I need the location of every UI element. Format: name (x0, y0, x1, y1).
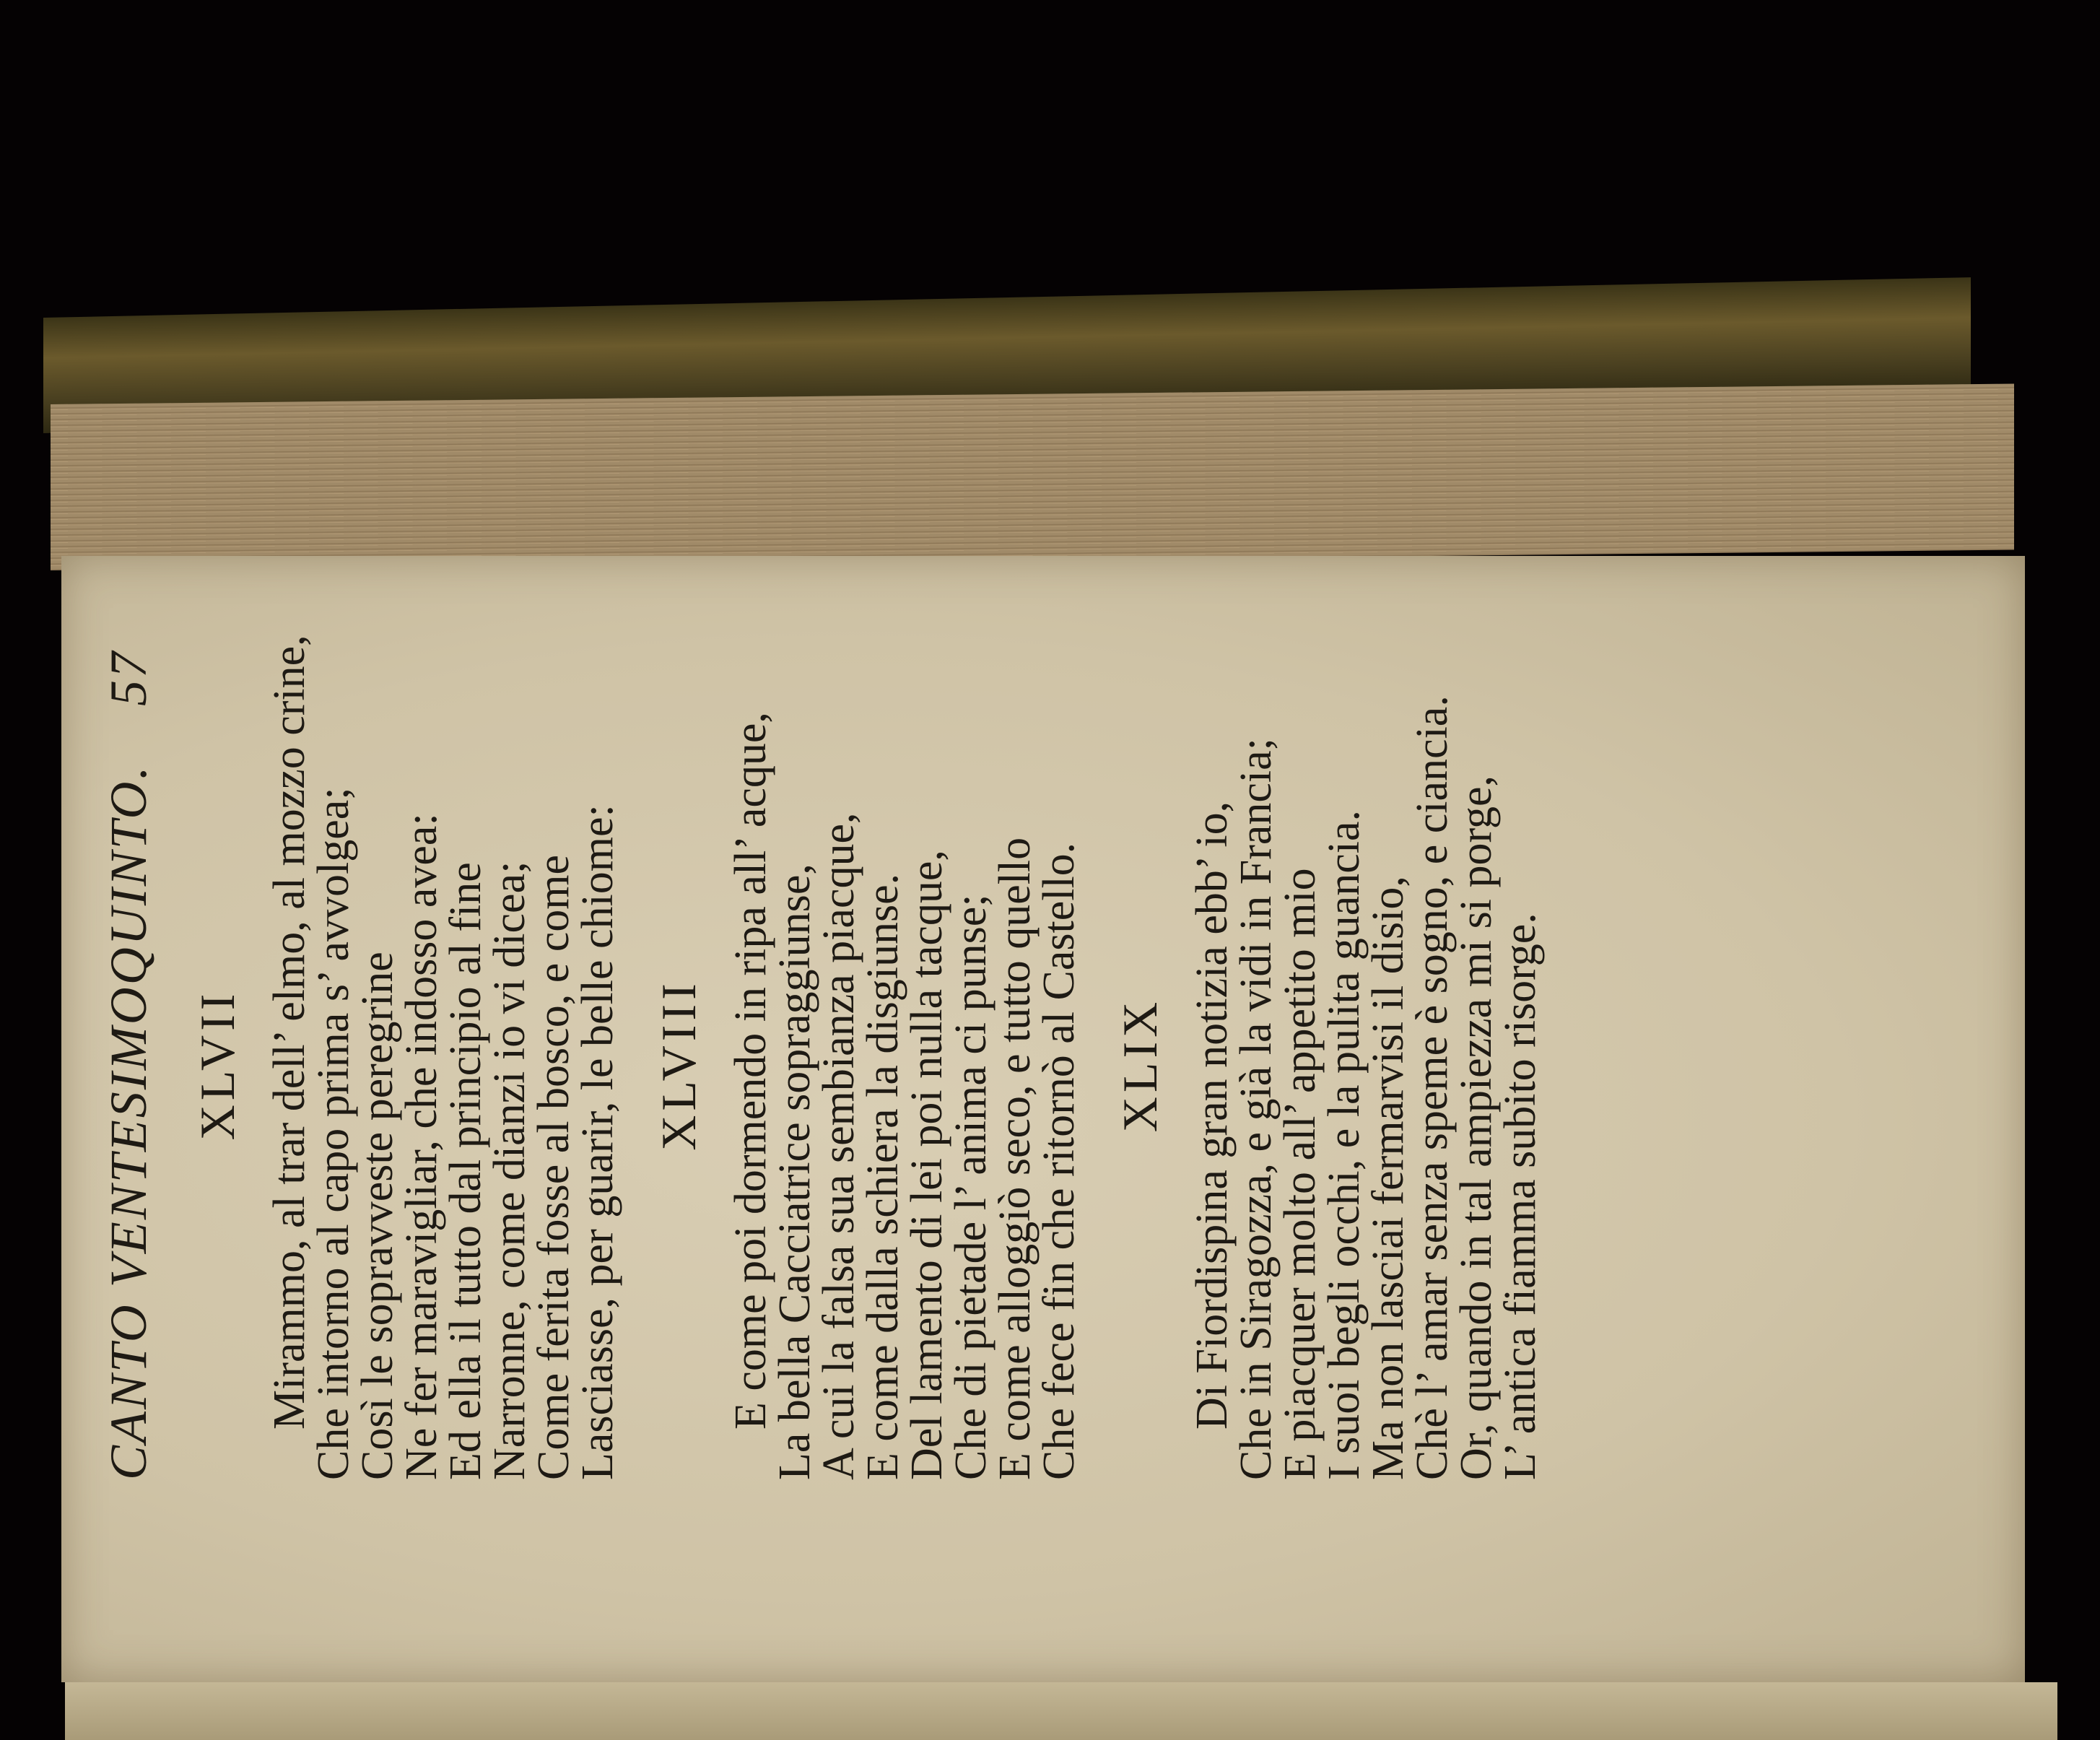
page-text-block (65, 635, 2100, 1545)
verse-line: Di Fiordispina gran notizia ebb’ io, (1188, 801, 1237, 1430)
running-header (65, 650, 159, 1480)
verse-line: Che fece fin che ritornò al Castello. (1034, 842, 1084, 1480)
verse-line: A cui la falsa sua sembianza piacque, (814, 812, 863, 1480)
verse-line: Che in Siragozza, e già la vidi in Francia; (1232, 738, 1281, 1480)
verse-line: Narronne, come dianzi io vi dicea; (485, 861, 534, 1480)
verse-line: L’ antica fiamma subito risorge. (1496, 913, 1545, 1480)
verse-line: Ma non lasciai fermarvisi il disio, (1364, 876, 1413, 1480)
stanza (189, 635, 622, 1480)
verse-line: Mirammo, al trar dell’ elmo, al mozzo crine, (265, 635, 314, 1430)
verse-line: E come poi dormendo in ripa all’ acque, (726, 712, 775, 1430)
verse-line: E piacquer molto all’ appetito mio (1276, 868, 1325, 1480)
verse-line: Che di pietade l’ anima ci punse; (946, 894, 995, 1480)
verse-line: La bella Cacciatrice sopraggiunse, (770, 864, 819, 1480)
stanza (1112, 650, 1543, 1480)
page-number: 57 (100, 650, 157, 706)
lower-page-edge (65, 1682, 2057, 1740)
stanza (650, 650, 1084, 1480)
verse-line: Ed ella il tutto dal principio al fine (441, 862, 490, 1480)
stanza-title: XLIX (1112, 997, 1167, 1133)
verse-line: Che intorno al capo prima s’ avvolgea; (309, 787, 358, 1480)
verse-line: I suoi begli occhi, e la pulita guancia. (1320, 810, 1369, 1480)
verse-line: E come dalla schiera la disgiunse. (858, 873, 907, 1480)
running-title: CANTO VENTESIMOQUINTO. (100, 764, 157, 1480)
verse-line: Così le sopravveste peregrine (353, 952, 402, 1480)
stanza-title: XLVII (190, 989, 245, 1141)
verse-line: Ne fer maravigliar, che indosso avea: (397, 813, 446, 1480)
stanza-title: XLVIII (651, 979, 706, 1151)
verse-line: Lasciasse, per guarir, le belle chiome: (573, 804, 622, 1480)
page-edges (51, 384, 2014, 570)
verse-line: E come alloggiò seco, e tutto quello (990, 837, 1040, 1480)
verse-line: Del lamento di lei poi nulla tacque, (902, 850, 951, 1480)
verse-line: Come ferita fosse al bosco, e come (529, 855, 578, 1480)
verse-line: Or, quando in tal ampiezza mi si porge, (1452, 775, 1501, 1480)
verse-line: Chè l’ amar senza speme è sogno, e ciancia. (1408, 695, 1457, 1480)
